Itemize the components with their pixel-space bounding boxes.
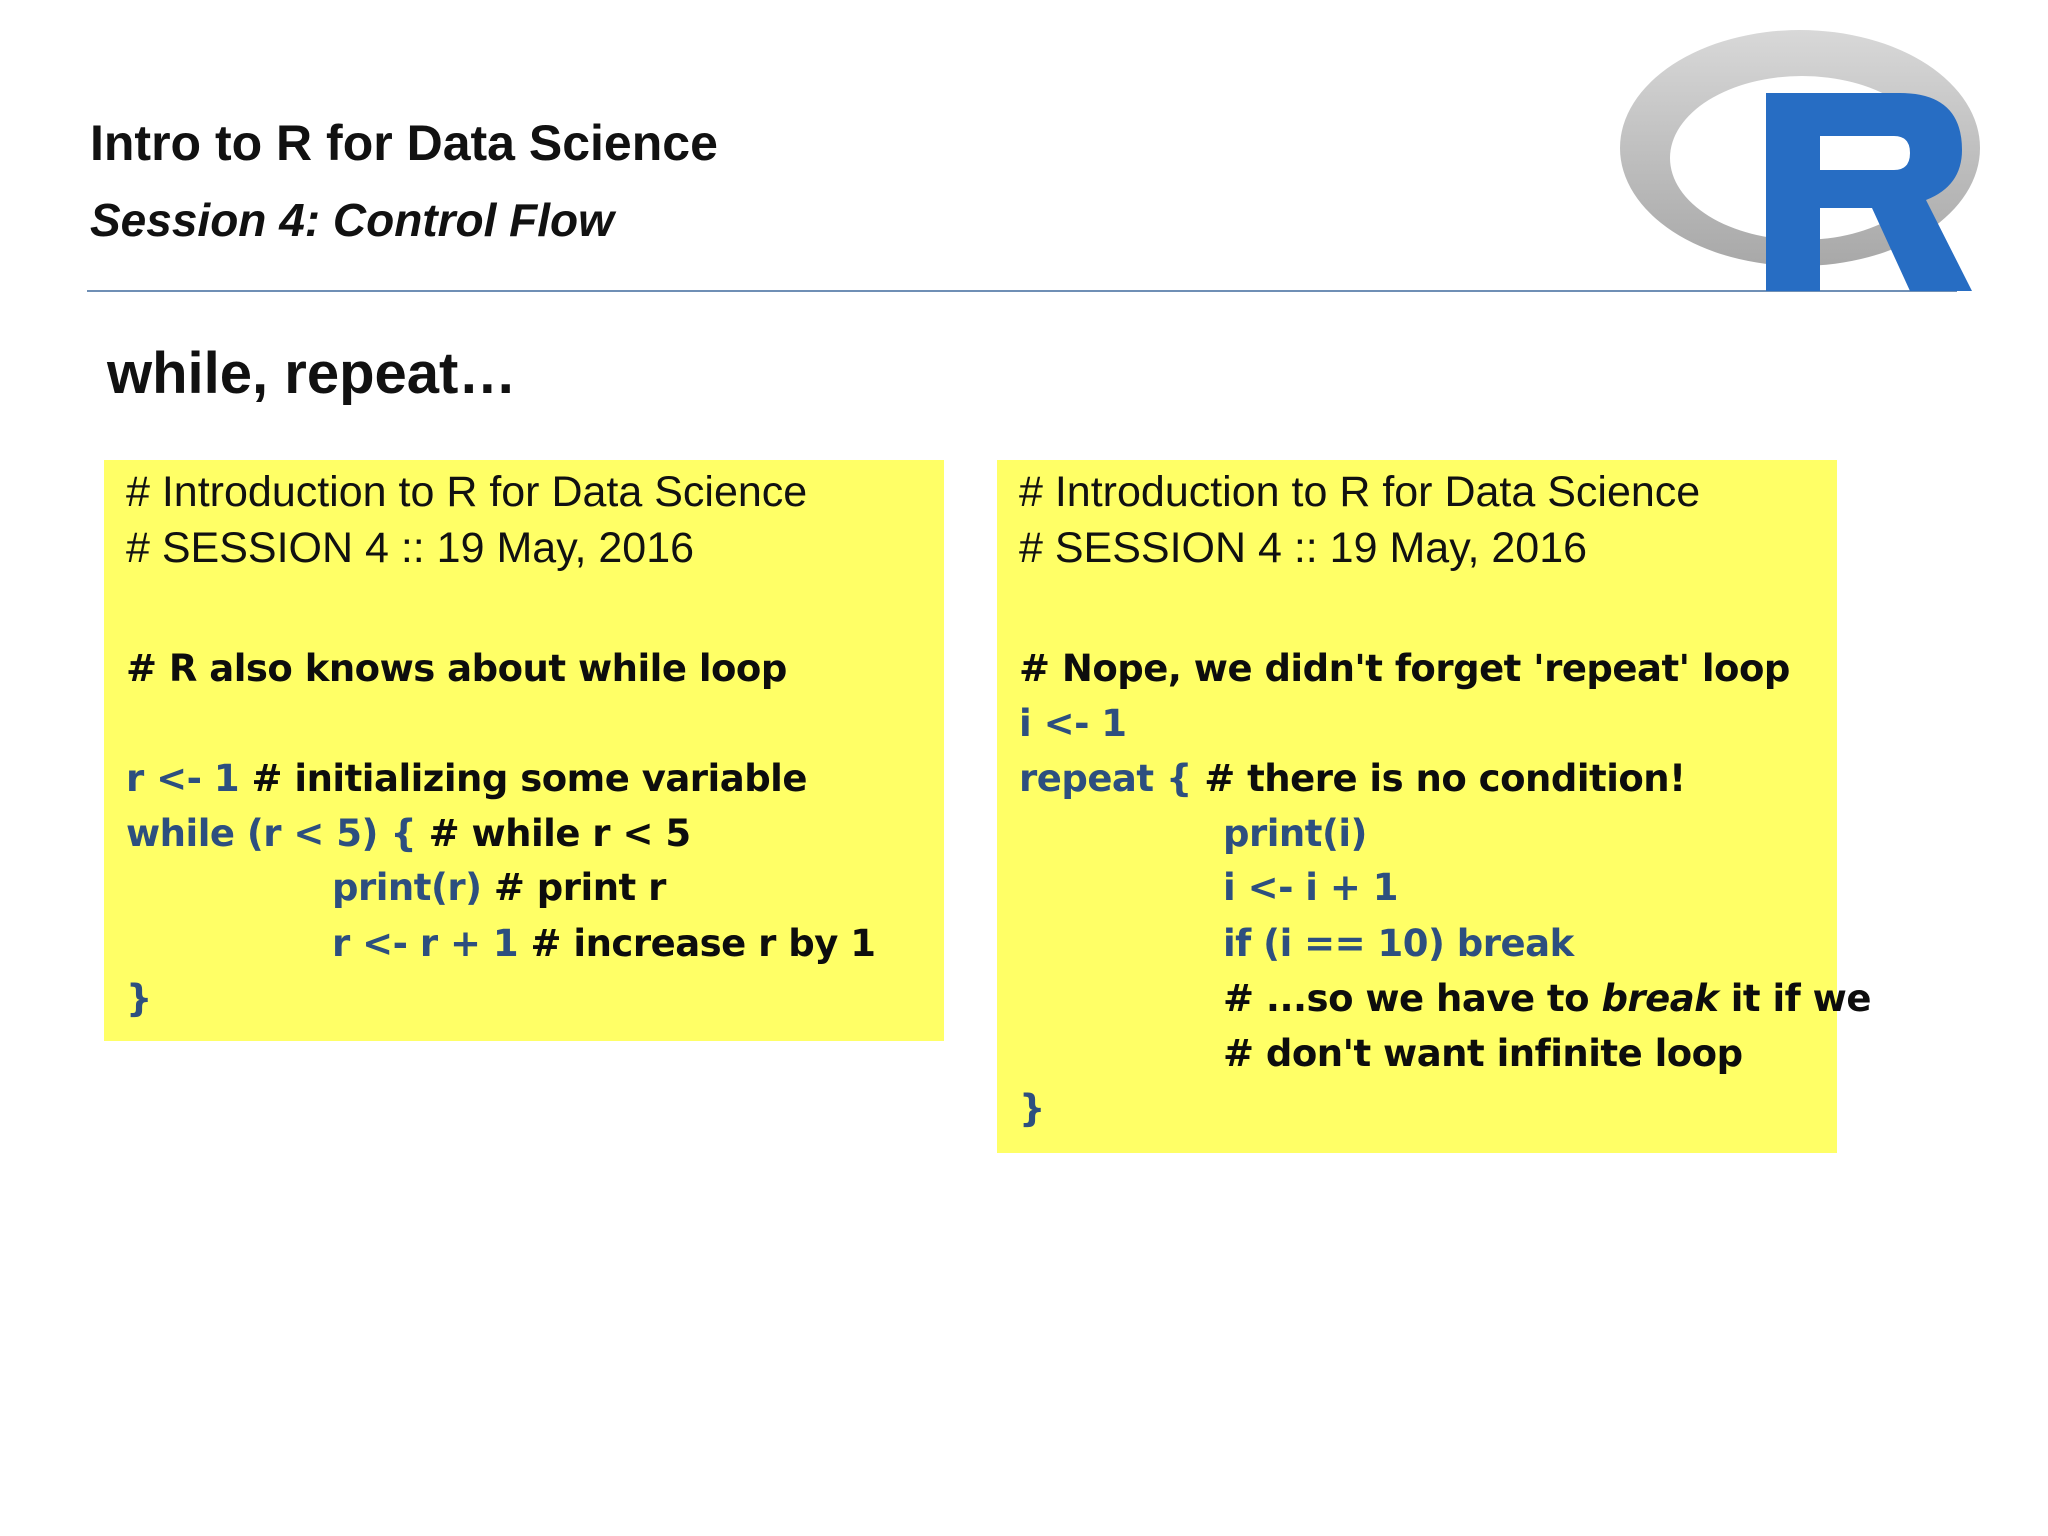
- code-box-repeat: [997, 460, 1871, 1153]
- r-logo-letter: [1766, 93, 1972, 291]
- code-token: print(r): [332, 866, 482, 909]
- code-token: r <- 1: [126, 757, 240, 800]
- code-token: repeat {: [1019, 757, 1192, 800]
- code-header-line: # SESSION 4 :: 19 May, 2016: [1019, 524, 1588, 572]
- code-line: [332, 866, 666, 909]
- code-line: i <- 1: [1019, 702, 1127, 745]
- code-line: if (i == 10) break: [1223, 922, 1574, 965]
- code-box-while: [104, 460, 944, 1041]
- code-line: print(i): [1223, 812, 1367, 855]
- code-header-line: # SESSION 4 :: 19 May, 2016: [126, 524, 695, 572]
- code-comment: # Nope, we didn't forget 'repeat' loop: [1019, 647, 1790, 690]
- code-line: [126, 757, 807, 800]
- r-logo: [1610, 18, 1990, 294]
- code-header-line: # Introduction to R for Data Science: [126, 468, 808, 516]
- code-line: i <- i + 1: [1223, 866, 1398, 909]
- code-comment: # don't want infinite loop: [1223, 1032, 1743, 1075]
- code-comment: [1223, 977, 1871, 1020]
- code-line: [1019, 757, 1686, 800]
- slide-subtitle: Session 4: Control Flow: [90, 194, 614, 246]
- code-comment: # increase r by 1: [530, 922, 876, 965]
- section-heading: while, repeat…: [107, 341, 517, 406]
- slide-title: Intro to R for Data Science: [90, 115, 718, 171]
- code-comment-text: it if we: [1730, 977, 1871, 1020]
- code-header-line: # Introduction to R for Data Science: [1019, 468, 1701, 516]
- code-comment: # R also knows about while loop: [126, 647, 787, 690]
- code-line: [126, 812, 691, 855]
- code-line: }: [126, 977, 152, 1020]
- code-comment-text: # ...so we have to: [1223, 977, 1590, 1020]
- code-comment: # there is no condition!: [1204, 757, 1686, 800]
- code-comment: # print r: [493, 866, 666, 909]
- code-line: [332, 922, 876, 965]
- code-token: r <- r + 1: [332, 922, 519, 965]
- code-line: }: [1019, 1087, 1045, 1130]
- code-comment-emphasis: break: [1601, 977, 1719, 1020]
- code-comment: # while r < 5: [428, 812, 691, 855]
- code-comment: # initializing some variable: [251, 757, 807, 800]
- code-token: while (r < 5) {: [126, 812, 417, 855]
